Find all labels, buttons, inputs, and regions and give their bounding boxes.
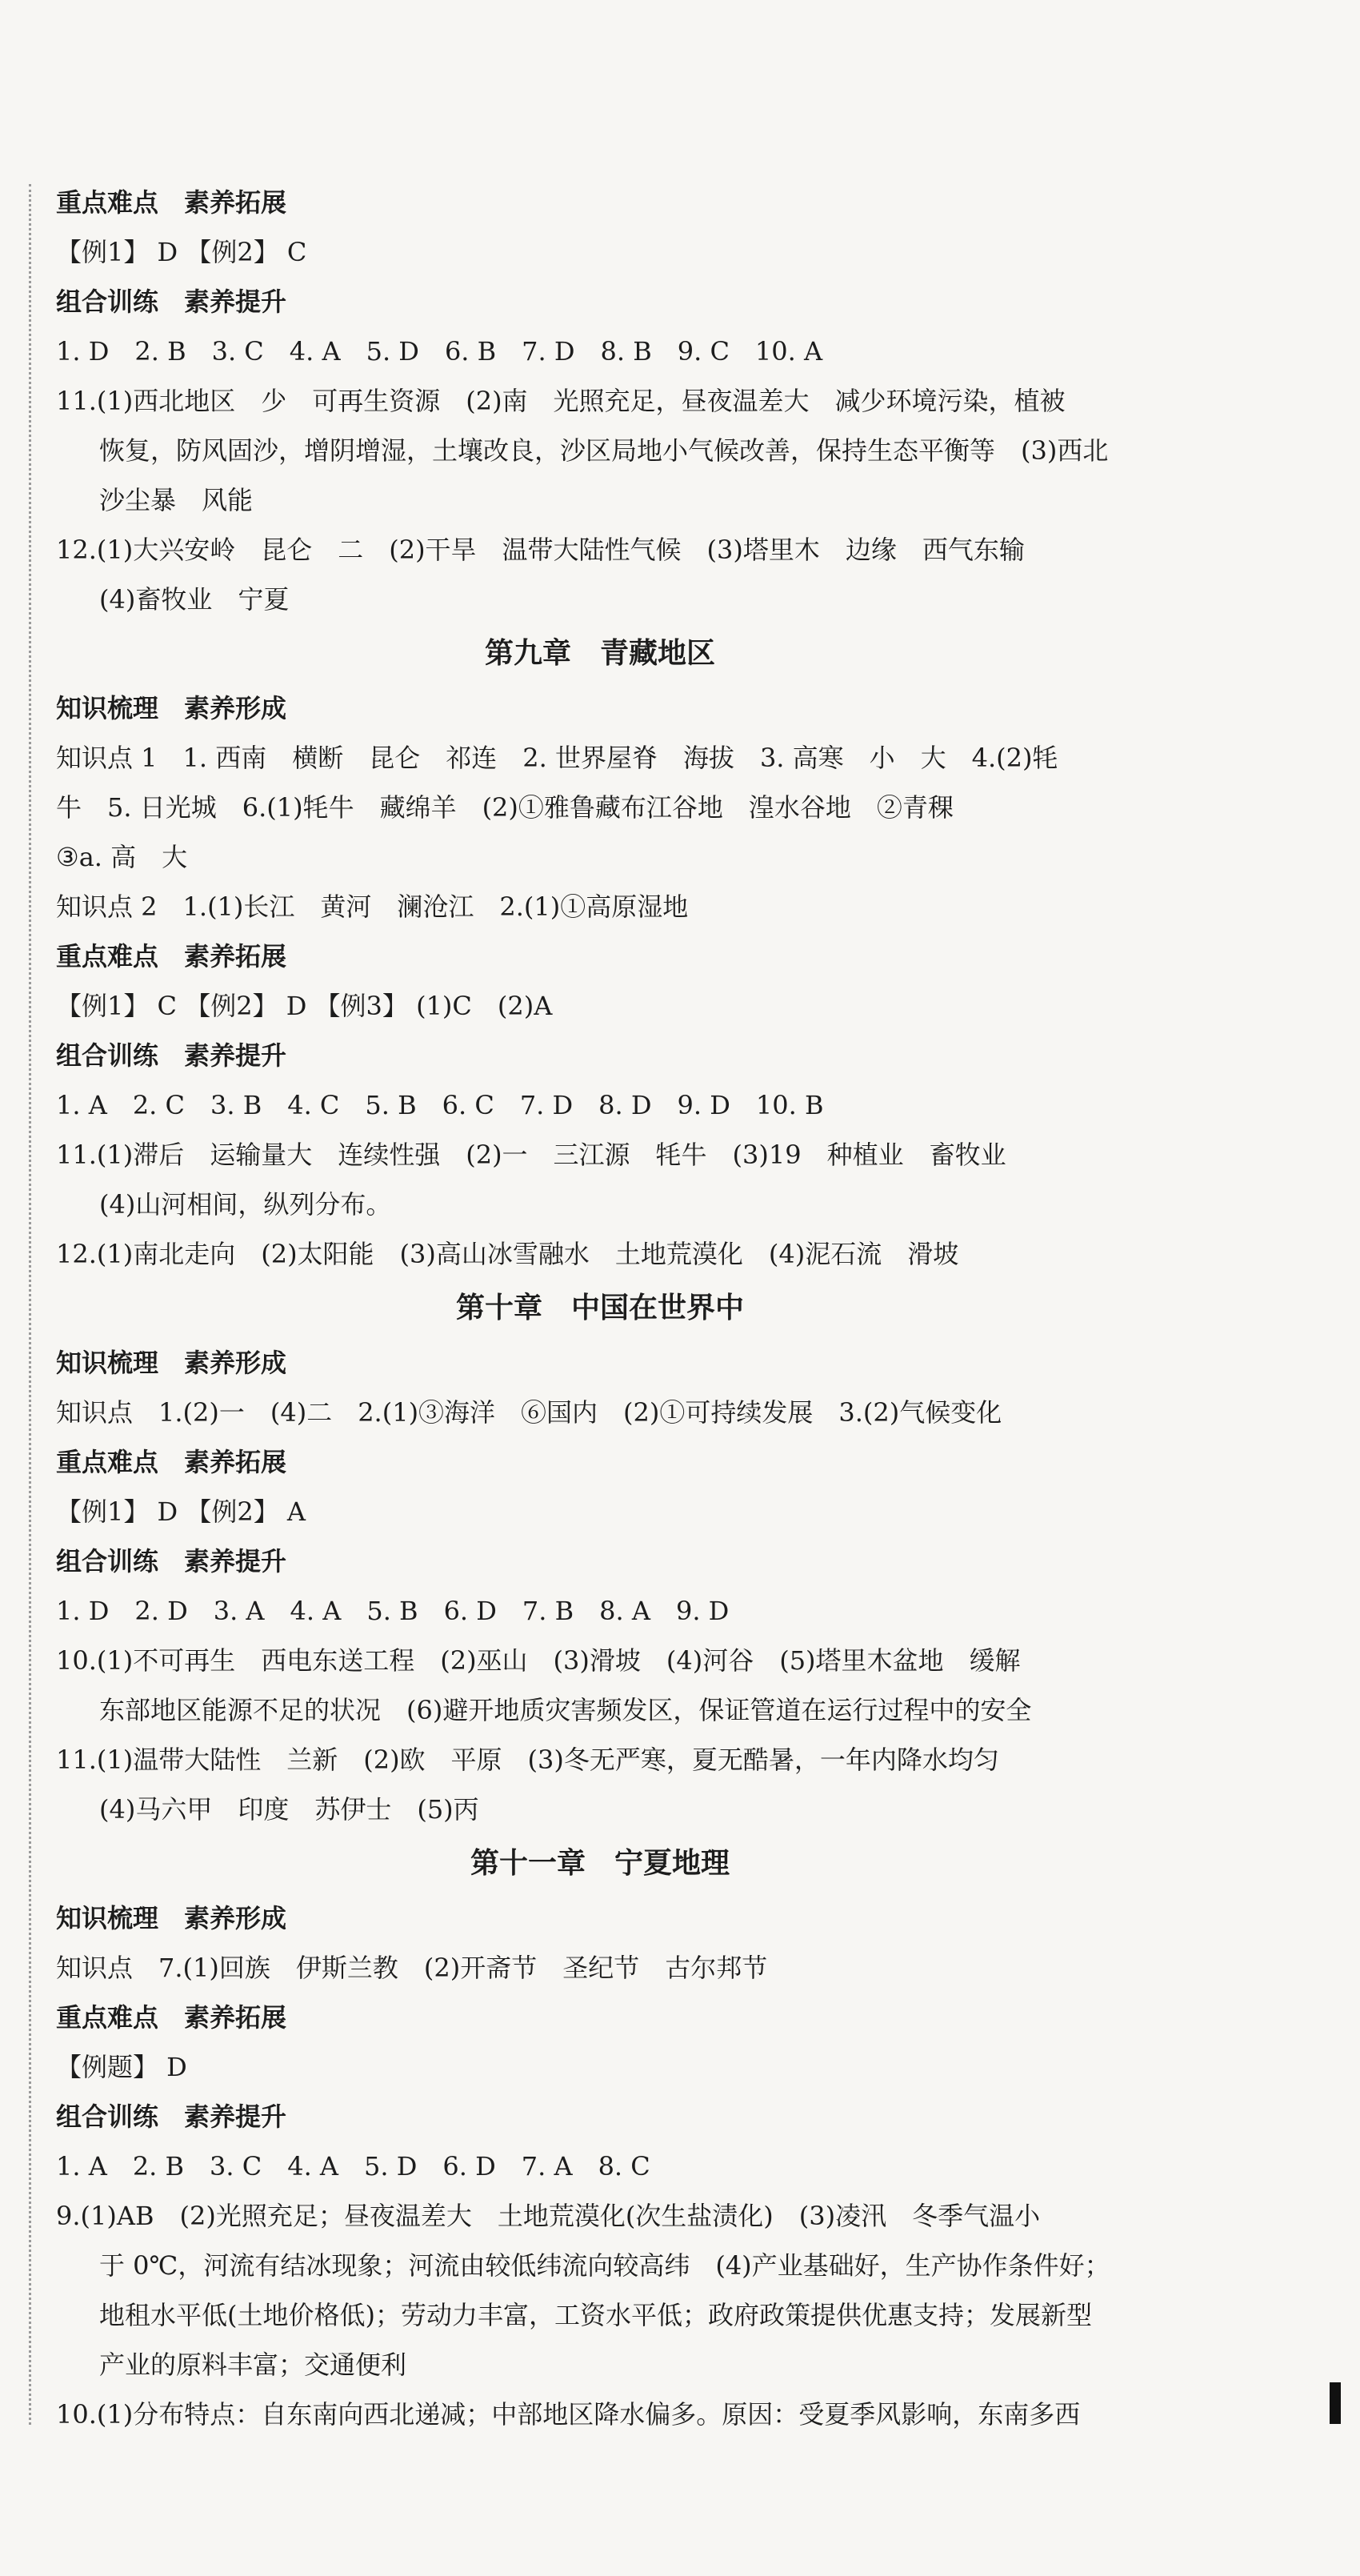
- section-heading: 重点难点 素养拓展: [56, 941, 287, 972]
- answer-line: 10.(1)不可再生 西电东送工程 (2)巫山 (3)滑坡 (4)河谷 (5)塔里木盆地 缓解: [56, 1645, 1021, 1676]
- answer-line: 牛 5. 日光城 6.(1)牦牛 藏绵羊 (2)①雅鲁藏布江谷地 湟水谷地 ②青稞: [56, 792, 954, 823]
- answer-content: [56, 178, 1144, 2439]
- answer-line: 10.(1)分布特点：自东南向西北递减；中部地区降水偏多。原因：受夏季风影响，东南多西: [56, 2399, 1081, 2430]
- answer-line: 9.(1)AB (2)光照充足；昼夜温差大 土地荒漠化(次生盐渍化) (3)凌汛 冬季气温小: [56, 2201, 1041, 2231]
- answer-line-continued: 恢复，防风固沙，增阴增湿，土壤改良，沙区局地小气候改善，保持生态平衡等 (3)西北: [99, 435, 1109, 466]
- answer-line-continued: 于 0℃，河流有结冰现象；河流由较低纬流向较高纬 (4)产业基础好，生产协作条件好；: [99, 2250, 1110, 2281]
- section-heading: 组合训练 素养提升: [56, 1546, 287, 1576]
- answer-line-continued: (4)马六甲 印度 苏伊士 (5)丙: [99, 1794, 479, 1825]
- section-heading: 重点难点 素养拓展: [56, 2002, 287, 2033]
- answer-line: 11.(1)西北地区 少 可再生资源 (2)南 光照充足，昼夜温差大 减少环境污染，植被: [56, 386, 1066, 416]
- section-heading: 组合训练 素养提升: [56, 286, 287, 317]
- answer-line-continued: (4)畜牧业 宁夏: [99, 584, 290, 615]
- page-corner-mark: [1330, 2382, 1341, 2424]
- answer-line: 【例题】 D: [56, 2052, 187, 2082]
- answer-line-continued: 地租水平低(土地价格低)；劳动力丰富，工资水平低；政府政策提供优惠支持；发展新型: [99, 2300, 1092, 2330]
- answer-line: 1. A 2. B 3. C 4. A 5. D 6. D 7. A 8. C: [56, 2151, 650, 2181]
- answer-line-continued: 产业的原料丰富；交通便利: [99, 2350, 407, 2380]
- chapter-title: 第九章 青藏地区: [484, 637, 715, 670]
- answer-line: 知识点 1 1. 西南 横断 昆仑 祁连 2. 世界屋脊 海拔 3. 高寒 小 大 4.(2)牦: [56, 743, 1058, 773]
- answer-line-continued: 沙尘暴 风能: [99, 485, 254, 515]
- answer-line-continued: 东部地区能源不足的状况 (6)避开地质灾害频发区，保证管道在运行过程中的安全: [99, 1695, 1032, 1725]
- answer-line: 11.(1)滞后 运输量大 连续性强 (2)一 三江源 牦牛 (3)19 种植业 畜牧业: [56, 1140, 1006, 1170]
- answer-line: ③a. 高 大: [56, 842, 188, 872]
- answer-line-continued: (4)山河相间，纵列分布。: [99, 1189, 392, 1220]
- section-heading: 重点难点 素养拓展: [56, 1447, 287, 1477]
- answer-line: 11.(1)温带大陆性 兰新 (2)欧 平原 (3)冬无严寒，夏无酷暑，一年内降水均匀: [56, 1745, 999, 1775]
- answer-line: 【例1】 D 【例2】 A: [56, 1496, 306, 1527]
- section-heading: 组合训练 素养提升: [56, 1040, 287, 1071]
- answer-line: 知识点 2 1.(1)长江 黄河 澜沧江 2.(1)①高原湿地: [56, 891, 689, 922]
- answer-line: 知识点 1.(2)一 (4)二 2.(1)③海洋 ⑥国内 (2)①可持续发展 3.(2)气候变化: [56, 1397, 1002, 1428]
- answer-line: 1. A 2. C 3. B 4. C 5. B 6. C 7. D 8. D 9. D 10. B: [56, 1090, 824, 1120]
- answer-line: 1. D 2. D 3. A 4. A 5. B 6. D 7. B 8. A 9. D: [56, 1596, 730, 1626]
- chapter-title: 第十一章 宁夏地理: [470, 1847, 730, 1880]
- answer-line: 12.(1)南北走向 (2)太阳能 (3)高山冰雪融水 土地荒漠化 (4)泥石流 滑坡: [56, 1239, 959, 1269]
- answer-line: 【例1】 D 【例2】 C: [56, 237, 307, 267]
- section-heading: 重点难点 素养拓展: [56, 187, 287, 218]
- chapter-title: 第十章 中国在世界中: [455, 1292, 744, 1324]
- dotted-margin-line: [29, 184, 31, 2425]
- section-heading: 知识梳理 素养形成: [56, 693, 287, 723]
- section-heading: 组合训练 素养提升: [56, 2101, 287, 2132]
- answer-line: 12.(1)大兴安岭 昆仑 二 (2)干旱 温带大陆性气候 (3)塔里木 边缘 西气东输: [56, 535, 1025, 565]
- answer-line: 1. D 2. B 3. C 4. A 5. D 6. B 7. D 8. B 9. C 10. A: [56, 336, 823, 367]
- section-heading: 知识梳理 素养形成: [56, 1903, 287, 1933]
- answer-line: 知识点 7.(1)回族 伊斯兰教 (2)开斋节 圣纪节 古尔邦节: [56, 1953, 768, 1983]
- section-heading: 知识梳理 素养形成: [56, 1348, 287, 1378]
- answer-line: 【例1】 C 【例2】 D 【例3】 (1)C (2)A: [56, 991, 553, 1021]
